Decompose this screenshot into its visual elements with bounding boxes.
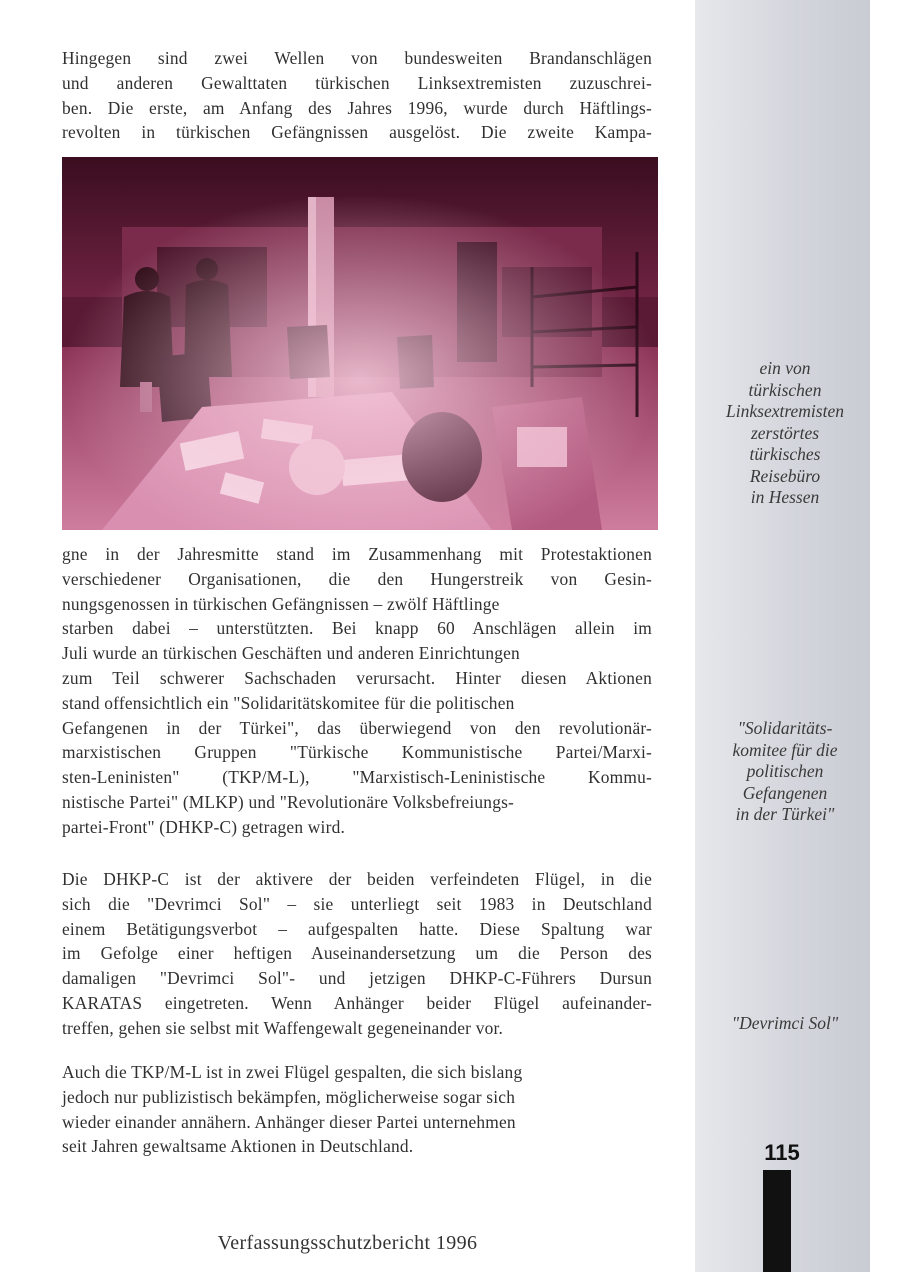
text-line: Juli wurde an türkischen Geschäften und anderen Einrichtungen: [62, 643, 520, 664]
text-line: nistische Partei" (MLKP) und "Revolutionäre Volksbefreiungs-: [62, 791, 515, 812]
text-line: treffen, gehen sie selbst mit Waffengewalt gegeneinander vor.: [62, 1017, 504, 1038]
text-line: gne in der Jahresmitte stand im Zusammenhang mit Protestaktionen: [62, 544, 652, 564]
note-line: "Devrimci Sol": [731, 1013, 839, 1033]
text-line: starben dabei – unterstützten. Bei knapp 60 Anschlägen allein im: [62, 618, 652, 639]
note-line: in der Türkei": [735, 804, 835, 824]
text-line: marxistischen Gruppen "Türkische Kommunistische Partei/Marxi-: [62, 742, 652, 763]
note-line: türkisches: [749, 444, 821, 464]
paragraph-tkpml: [62, 1060, 652, 1159]
note-line: zerstörtes: [750, 422, 820, 443]
text-line: stand offensichtlich ein "Solidaritätskomitee für die politischen: [62, 692, 515, 713]
thumb-index-bar: [763, 1170, 791, 1272]
text-line: ben. Die erste, am Anfang des Jahres 1996, wurde durch Häftlings-: [62, 97, 652, 118]
text-line: und anderen Gewalttaten türkischen Linksextremisten zuzuschrei-: [62, 72, 652, 93]
page-number: 115: [764, 1140, 800, 1165]
margin-note-photo-caption: [700, 358, 870, 509]
text-line: sten-Leninisten" (TKP/M-L), "Marxistisch-Leninistische Kommu-: [62, 767, 652, 788]
text-line: jedoch nur publizistisch bekämpfen, möglicherweise sogar sich: [62, 1086, 516, 1107]
note-line: Gefangenen: [742, 782, 828, 803]
note-line: türkischen: [748, 379, 822, 400]
note-line: politischen: [746, 761, 824, 781]
margin-sidebar: [695, 0, 870, 1272]
text-line: Auch die TKP/M-L ist in zwei Flügel gespalten, die sich bislang: [62, 1062, 523, 1082]
text-line: wieder einander annähern. Anhänger dieser Partei unternehmen: [62, 1111, 516, 1132]
margin-note-devrimci-sol: [700, 1013, 870, 1035]
note-line: "Solidaritäts-: [737, 718, 833, 738]
text-line: Die DHKP-C ist der aktivere der beiden verfeindeten Flügel, in die: [62, 869, 652, 889]
text-line: KARATAS eingetreten. Wenn Anhänger beider Flügel aufeinander-: [62, 992, 652, 1013]
note-line: Reisebüro: [749, 465, 821, 486]
note-line: Linksextremisten: [726, 401, 844, 421]
text-line: damaligen "Devrimci Sol"- und jetzigen DHKP-C-Führers Dursun: [62, 968, 652, 989]
note-line: in Hessen: [750, 487, 820, 507]
page-footer: Verfassungsschutzbericht 1996: [217, 1232, 478, 1254]
text-line: verschiedener Organisationen, die den Hungerstreik von Gesin-: [62, 568, 652, 589]
text-line: revolten in türkischen Gefängnissen ausgelöst. Die zweite Kampa-: [62, 122, 652, 143]
paragraph-campaign: [62, 542, 652, 840]
note-line: komitee für die: [732, 739, 838, 760]
text-line: im Gefolge einer heftigen Auseinandersetzung um die Person des: [62, 943, 652, 964]
text-line: sich die "Devrimci Sol" – sie unterliegt seit 1983 in Deutschland: [62, 893, 652, 914]
paragraph-intro: [62, 46, 652, 145]
text-line: partei-Front" (DHKP-C) getragen wird.: [62, 816, 346, 837]
photo-destroyed-travel-agency: [62, 157, 658, 530]
text-line: zum Teil schwerer Sachschaden verursacht. Hinter diesen Aktionen: [62, 667, 652, 688]
text-line: Gefangenen in der Türkei", das überwiegend von den revolutionär-: [62, 717, 652, 738]
text-line: seit Jahren gewaltsame Aktionen in Deutschland.: [62, 1136, 414, 1157]
text-line: Hingegen sind zwei Wellen von bundesweiten Brandanschlägen: [62, 48, 652, 68]
text-line: nungsgenossen in türkischen Gefängnissen – zwölf Häftlinge: [62, 593, 500, 614]
note-line: ein von: [759, 358, 811, 378]
paragraph-dhkpc: [62, 867, 652, 1041]
page-edge: [870, 0, 900, 1272]
text-line: einem Betätigungsverbot – aufgespalten hatte. Diese Spaltung war: [62, 918, 652, 939]
margin-note-solidarity-committee: [700, 718, 870, 826]
